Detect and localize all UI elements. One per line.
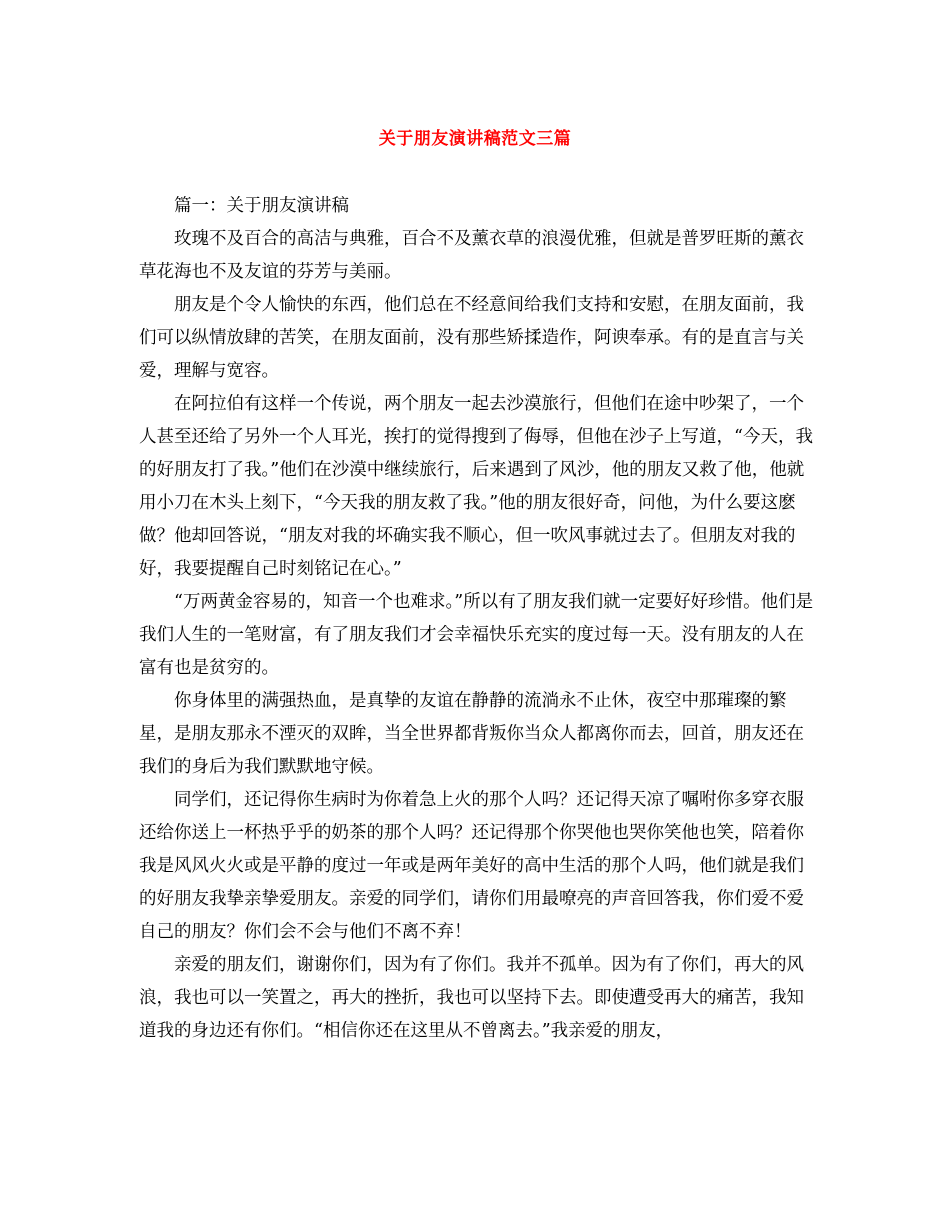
paragraph: 亲爱的朋友们，谢谢你们，因为有了你们。我并不孤单。因为有了你们，再大的风浪，我也可以一笑置之，再大的挫折，我也可以坚持下去。即使遭受再大的痛苦，我知道我的身边还有你们。“相信你还在这里从不曾离去。”我亲爱的朋友， [139,955,804,1041]
paragraph: 同学们，还记得你生病时为你着急上火的那个人吗？还记得天凉了嘱咐你多穿衣服还给你送上一杯热乎乎的奶茶的那个人吗？还记得那个你哭他也哭你笑他也笑，陪着你我是风风火火或是平静的度过一年或是两年美好的高中生活的那个人吗，他们就是我们的好朋友我挚亲挚爱朋友。亲爱的同学们，请你们用最嘹亮的声音回答我，你们爱不爱自己的朋友？你们会不会与他们不离不弃！ [139,790,804,942]
document-body [139,190,817,1048]
paragraph: 在阿拉伯有这样一个传说，两个朋友一起去沙漠旅行，但他们在途中吵架了，一个人甚至还给了另外一个人耳光，挨打的觉得搜到了侮辱，但他在沙子上写道，“今天，我的好朋友打了我。”他们在沙漠中继续旅行，后来遇到了风沙，他的朋友又救了他，他就用小刀在木头上刻下，“今天我的朋友救了我。”他的朋友很好奇，问他，为什么要这麽做？他却回答说，“朋友对我的坏确实我不顺心，但一吹风事就过去了。但朋友对我的好，我要提醒自己时刻铭记在心。” [139,394,813,579]
paragraph: 你身体里的满强热血，是真挚的友谊在静静的流淌永不止休，夜空中那璀璨的繁星，是朋友那永不湮灭的双眸，当全世界都背叛你当众人都离你而去，回首，朋友还在我们的身后为我们默默地守候。 [139,691,804,777]
section-heading: 篇一：关于朋友演讲稿 [174,196,349,216]
paragraph: 朋友是个令人愉快的东西，他们总在不经意间给我们支持和安慰，在朋友面前，我们可以纵情放肆的苦笑，在朋友面前，没有那些矫揉造作，阿谀奉承。有的是直言与关爱，理解与宽容。 [139,295,804,381]
paragraph: “万两黄金容易的，知音一个也难求。”所以有了朋友我们就一定要好好珍惜。他们是我们人生的一笔财富，有了朋友我们才会幸福快乐充实的度过每一天。没有朋友的人在富有也是贫穷的。 [139,592,814,678]
document-title: 关于朋友演讲稿范文三篇 [378,129,572,149]
paragraph: 玫瑰不及百合的高洁与典雅，百合不及薰衣草的浪漫优雅，但就是普罗旺斯的薰衣草花海也不及友谊的芬芳与美丽。 [139,229,804,282]
